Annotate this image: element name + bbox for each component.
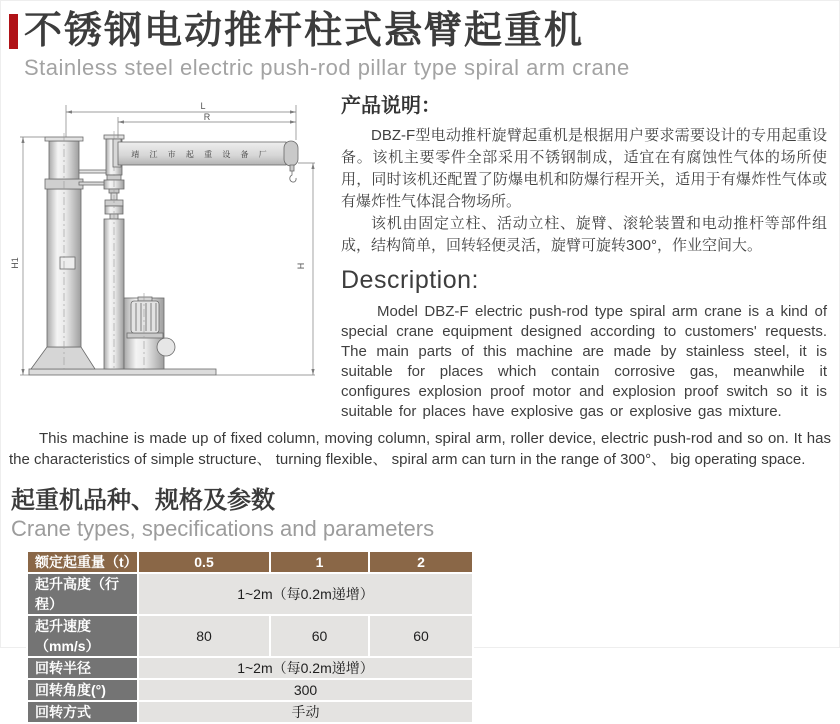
description-heading-en: Description:	[341, 266, 479, 294]
base-plate	[29, 369, 216, 375]
red-accent-bar	[9, 14, 18, 49]
header-value-cell: 0.5	[138, 551, 270, 573]
hook	[290, 165, 296, 182]
row-label-cell: 起升速度（mm/s）	[27, 615, 138, 657]
row-label-cell: 起升高度（行程）	[27, 573, 138, 615]
motor	[131, 301, 159, 333]
fixed-column	[31, 133, 95, 369]
product-paragraph-zh-2: 该机由固定立柱、活动立柱、旋臂、滚轮装置和电动推杆等部件组成，结构简单，回转轻便灵活，旋臂可旋转300°，作业空间大。	[341, 215, 827, 254]
machine-composition-paragraph: This machine is made up of fixed column, moving column, spiral arm, roller device, electric push-rod and so on. It has the characteristics of simple structure、 turning flexible、 spiral arm can turn in the range of 300°、 big operating space.	[9, 430, 831, 468]
product-paragraph-zh-1: DBZ-F型电动推杆旋臂起重机是根据用户要求需要设计的专用起重设备。该机主要零件全部采用不锈钢制成，适宜在有腐蚀性气体的场所使用，同时该机还配置了防爆电机和防爆行程开关，适用于有爆炸性气体或有爆炸性气体混合物场所。	[341, 127, 827, 210]
column-access-panel	[60, 257, 75, 269]
row-value-cell: 1~2m（每0.2m递增）	[138, 573, 473, 615]
arm-end-cap	[284, 141, 298, 166]
header-label-cell: 额定起重量（t）	[27, 551, 138, 573]
specs-heading-en: Crane types, specifications and parameters	[11, 516, 435, 541]
table-row	[27, 701, 473, 723]
crane-drawing-svg	[1, 93, 341, 399]
table-row	[27, 615, 473, 657]
page-title: 不锈钢电动推杆柱式悬臂起重机	[24, 10, 585, 52]
page-header	[1, 1, 839, 81]
dimension-line-L	[66, 101, 296, 140]
row-value-cell: 300	[138, 679, 473, 701]
side-port	[157, 338, 175, 356]
specs-section	[11, 486, 839, 724]
header-value-cell: 2	[369, 551, 473, 573]
dim-label-L: L	[200, 101, 206, 111]
product-description-heading-zh: 产品说明：	[341, 95, 441, 117]
dimension-line-R	[118, 112, 296, 138]
row-value-cell: 1~2m（每0.2m递增）	[138, 657, 473, 679]
table-row	[27, 679, 473, 701]
table-row	[27, 657, 473, 679]
arm-factory-label: 靖 江 市 起 重 设 备 厂	[131, 150, 271, 159]
product-info-column	[341, 83, 835, 422]
row-label-cell: 回转角度(°)	[27, 679, 138, 701]
dim-label-H: H	[296, 262, 306, 270]
specs-table	[26, 550, 474, 724]
spiral-arm	[113, 139, 298, 182]
dim-label-H1: H1	[10, 257, 20, 269]
row-label-cell: 回转半径	[27, 657, 138, 679]
row-value-cell: 60	[270, 615, 369, 657]
dimension-line-H	[216, 163, 315, 375]
specs-heading-zh: 起重机品种、规格及参数	[11, 487, 275, 514]
table-row	[27, 573, 473, 615]
description-paragraph-en: Model DBZ-F electric push-rod type spiral arm crane is a kind of special crane equipment designed according to customers' requests. The main parts of this machine are made by stainless steel, it is suitable for places which contain corrosive gas, meanwhile it configures explosion proof motor and explosion proof switch so it is suitable for places have explosive gas or explosive gas mixture.	[341, 303, 827, 420]
row-value-cell: 60	[369, 615, 473, 657]
dimension-line-H1	[10, 137, 45, 375]
content-area	[1, 83, 839, 422]
crane-technical-drawing	[1, 83, 341, 422]
row-label-cell: 回转方式	[27, 701, 138, 723]
electric-push-rod-unit	[124, 293, 175, 373]
row-value-cell: 手动	[138, 701, 473, 723]
header-value-cell: 1	[270, 551, 369, 573]
page-subtitle: Stainless steel electric push-rod pillar type spiral arm crane	[24, 55, 630, 80]
dim-label-R: R	[203, 112, 211, 122]
row-value-cell: 80	[138, 615, 270, 657]
table-header-row	[27, 551, 473, 573]
